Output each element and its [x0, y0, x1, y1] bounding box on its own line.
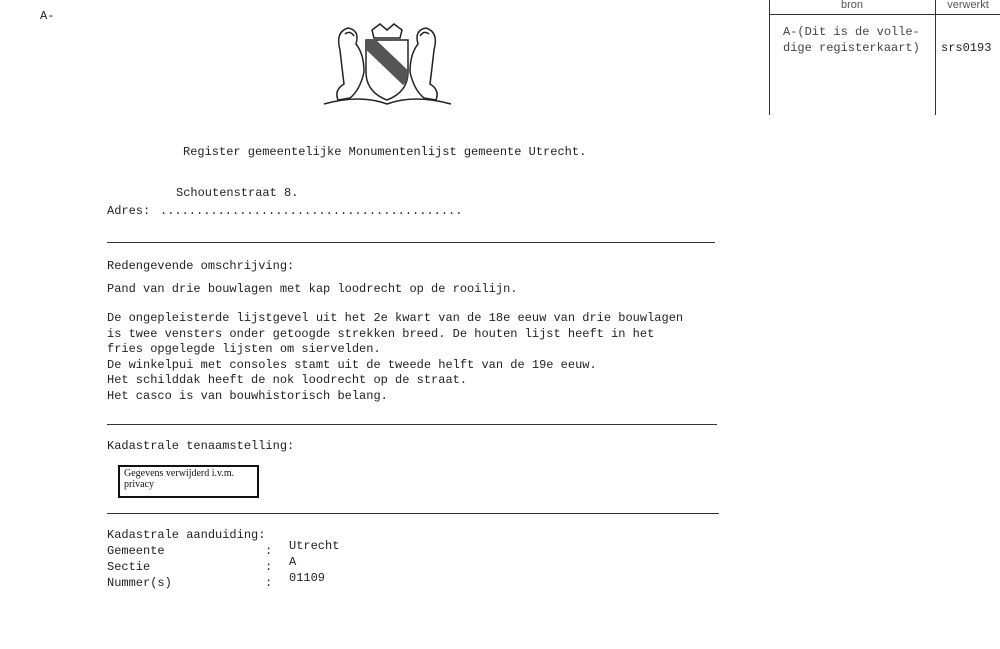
- address-dots: ..........................................: [160, 204, 463, 218]
- description-body: [107, 311, 683, 405]
- cadastral-heading: Kadastrale aanduiding:: [107, 528, 266, 542]
- cadastral-value-gemeente: Utrecht: [289, 539, 340, 553]
- privacy-notice-box: Gegevens verwijderd i.v.m. privacy: [118, 465, 259, 498]
- table-divider: [769, 14, 1000, 15]
- description-summary: Pand van drie bouwlagen met kap loodrecht op de rooilijn.: [107, 282, 518, 296]
- bron-line: dige registerkaart): [783, 41, 920, 55]
- separator: :: [265, 544, 273, 558]
- divider: [107, 513, 719, 514]
- description-line: Het casco is van bouwhistorisch belang.: [107, 388, 388, 403]
- table-divider: [769, 0, 770, 115]
- description-heading: Redengevende omschrijving:: [107, 259, 295, 273]
- address-value: Schoutenstraat 8.: [176, 186, 299, 200]
- divider: [107, 242, 715, 243]
- page-title: Register gemeentelijke Monumentenlijst gemeente Utrecht.: [183, 145, 587, 159]
- verwerkt-header: verwerkt: [947, 0, 989, 11]
- corner-mark: A-: [40, 9, 55, 23]
- description-line: De winkelpui met consoles stamt uit de tweede helft van de 19e eeuw.: [107, 357, 597, 372]
- table-divider: [935, 0, 936, 115]
- cadastral-value-nummers: 01109: [289, 571, 326, 585]
- description-line: fries opgelegde lijsten om siervelden.: [107, 342, 381, 357]
- bron-line: A-(Dit is de volle-: [783, 25, 920, 39]
- separator: :: [265, 560, 273, 574]
- description-line: De ongepleisterde lijstgevel uit het 2e kwart van de 18e eeuw van drie bouwlagen: [107, 311, 684, 325]
- owner-heading: Kadastrale tenaamstelling:: [107, 439, 295, 453]
- cadastral-label-nummers: Nummer(s): [107, 576, 172, 590]
- cadastral-label-sectie: Sectie: [107, 560, 151, 574]
- address-label: Adres:: [107, 204, 151, 218]
- utrecht-coat-of-arms-logo: [320, 20, 455, 108]
- cadastral-value-sectie: A: [289, 555, 297, 569]
- verwerkt-value: srs0193: [941, 41, 992, 55]
- bron-header: bron: [840, 0, 864, 11]
- divider: [107, 424, 717, 425]
- description-line: is twee vensters onder getoogde strekken breed. De houten lijst heeft in het: [107, 326, 655, 341]
- description-line: Het schilddak heeft de nok loodrecht op de straat.: [107, 373, 468, 388]
- cadastral-label-gemeente: Gemeente: [107, 544, 165, 558]
- separator: :: [265, 576, 273, 590]
